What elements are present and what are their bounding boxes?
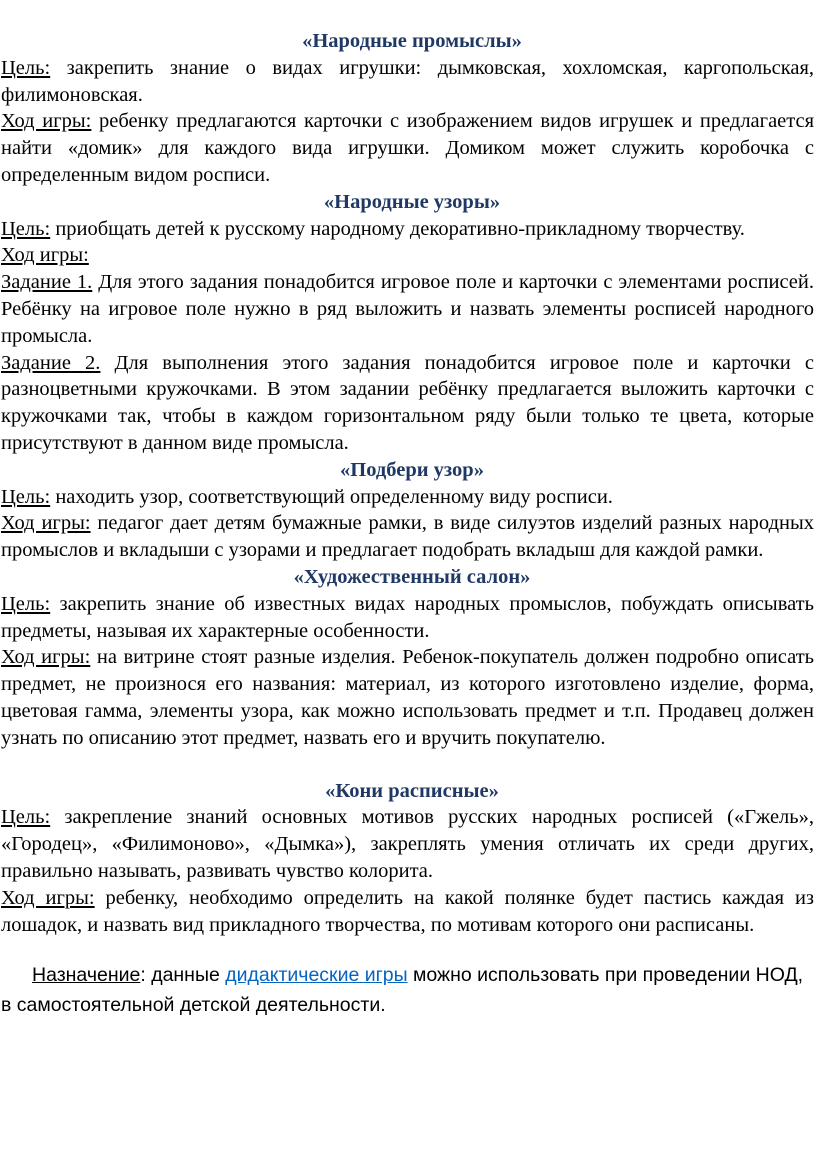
course-label: Ход игры: bbox=[1, 886, 95, 909]
task-label: Задание 2. bbox=[1, 351, 101, 374]
course-label: Ход игры: bbox=[1, 110, 92, 133]
section-title-folk-patterns: «Народные узоры» bbox=[323, 190, 501, 213]
course-text: на витрине стоят разные изделия. Ребенок-покупатель должен подробно описать предмет, не произнося его названия: материал, из которого изготовлено изделие, форма, цветовая гамма, элементы узора, как можно использовать предмет и т.п. Продавец должен узнать по описанию этот предмет, назвать его и вручить покупателю. bbox=[1, 646, 814, 749]
course-label: Ход игры: bbox=[1, 646, 91, 669]
purpose-note bbox=[0, 960, 816, 1020]
goal-text: закрепление знаний основных мотивов русских народных росписей («Гжель», «Городец», «Филимоново», «Дымка»), закреплять умения отличать их среди других, правильно называть, развивать чувство колорита. bbox=[1, 806, 814, 882]
section-goal bbox=[0, 804, 816, 884]
task-text: Для этого задания понадобится игровое поле и карточки с элементами росписей. Ребёнку на игровое поле нужно в ряд выложить и назвать элементы росписей народного промысла. bbox=[1, 271, 814, 347]
task-1 bbox=[0, 269, 816, 349]
goal-label: Цель: bbox=[1, 56, 51, 79]
goal-label: Цель: bbox=[1, 217, 51, 240]
section-course bbox=[0, 644, 816, 751]
task-text: Для выполнения этого задания понадобится игровое поле и карточки с разноцветными кружочками. В этом задании ребёнку предлагается выложить карточки с кружочками так, чтобы в каждом горизонтальном ряду были только те цвета, которые присутствуют в данном виде промысла. bbox=[1, 351, 814, 454]
goal-text: приобщать детей к русскому народному декоративно-прикладному творчеству. bbox=[50, 217, 745, 240]
section-title-art-salon: «Художественный салон» bbox=[293, 565, 531, 588]
section-goal bbox=[0, 591, 816, 645]
purpose-text-after: можно использовать при проведении НОД, в самостоятельной детской деятельности. bbox=[1, 964, 804, 1017]
section-goal bbox=[0, 216, 816, 243]
course-label: Ход игры: bbox=[1, 512, 91, 535]
course-text: ребенку, необходимо определить на какой полянке будет пастись каждая из лошадок, и назвать вид прикладного творчества, по мотивам которого они расписаны. bbox=[1, 886, 815, 936]
section-course bbox=[0, 108, 816, 188]
goal-label: Цель: bbox=[1, 592, 51, 615]
goal-label: Цель: bbox=[1, 485, 51, 508]
course-text: ребенку предлагаются карточки с изображением видов игрушек и предлагается найти «домик» для каждого вида игрушки. Домиком может служить коробочка с определенным видом росписи. bbox=[1, 110, 815, 186]
section-course bbox=[0, 885, 816, 939]
course-label: Ход игры: bbox=[1, 244, 89, 267]
goal-text: закрепить знание об известных видах народных промыслов, побуждать описывать предметы, называя их характерные особенности. bbox=[1, 592, 814, 642]
section-course bbox=[0, 510, 816, 564]
task-2 bbox=[0, 350, 816, 457]
course-text: педагог дает детям бумажные рамки, в виде силуэтов изделий разных народных промыслов и вкладыши с узорами и предлагает подобрать вкладыш для каждой рамки. bbox=[1, 512, 815, 562]
purpose-text-before: : данные bbox=[140, 964, 226, 987]
goal-text: находить узор, соответствующий определенному виду росписи. bbox=[50, 485, 613, 508]
section-title-painted-horses: «Кони расписные» bbox=[325, 779, 499, 802]
task-label: Задание 1. bbox=[1, 271, 93, 294]
goal-text: закрепить знание о видах игрушки: дымковская, хохломская, каргопольская, филимоновская. bbox=[1, 56, 814, 106]
section-goal bbox=[0, 55, 816, 109]
goal-label: Цель: bbox=[1, 806, 51, 829]
section-title-match-pattern: «Подбери узор» bbox=[340, 458, 484, 481]
didactic-games-link[interactable]: дидактические игры bbox=[225, 964, 408, 987]
section-goal bbox=[0, 484, 816, 511]
spacer bbox=[0, 752, 816, 778]
section-title-folk-crafts: «Народные промыслы» bbox=[302, 30, 522, 52]
purpose-label: Назначение bbox=[32, 964, 141, 987]
section-course bbox=[0, 242, 816, 269]
